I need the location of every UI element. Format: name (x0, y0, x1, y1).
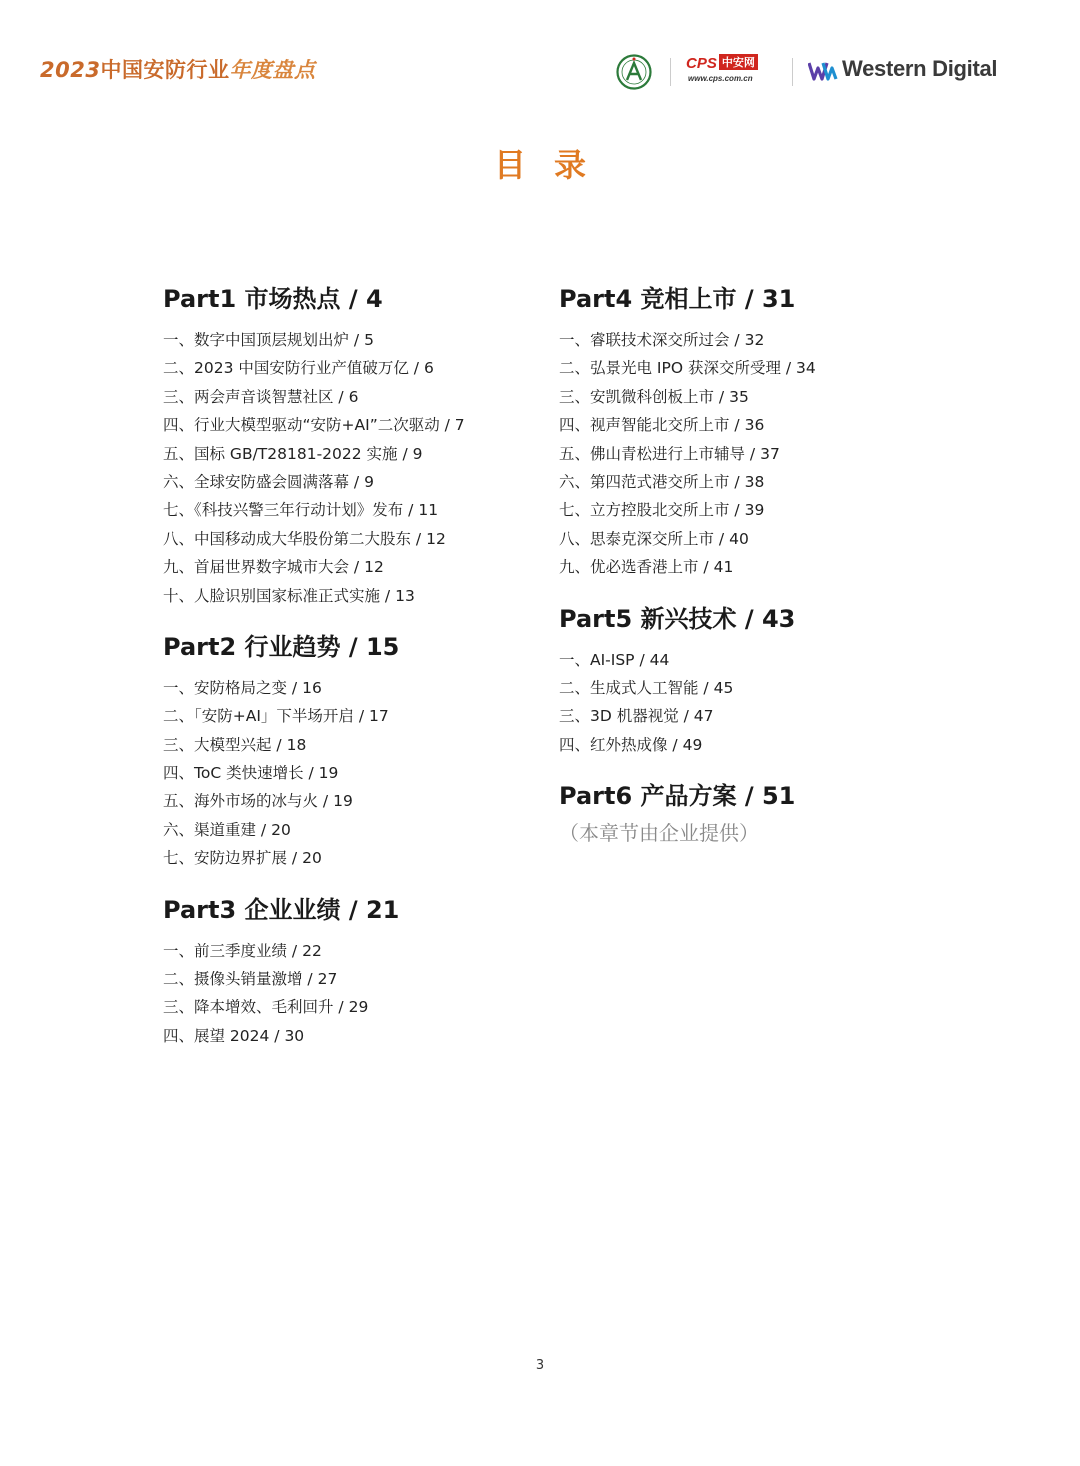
toc-part (559, 604, 959, 760)
toc-item: 六、第四范式港交所上市 / 38 (559, 472, 765, 491)
toc-item: 四、行业大模型驱动“安防+AI”二次驱动 / 7 (163, 416, 465, 435)
toc-item: 一、AI-ISP / 44 (559, 650, 670, 669)
toc-item: 一、前三季度业绩 / 22 (163, 941, 322, 960)
toc-item: 八、中国移动成大华股份第二大股东 / 12 (163, 529, 446, 548)
part-title: Part4 竞相上市 / 31 (559, 285, 796, 313)
toc-item: 四、展望 2024 / 30 (163, 1026, 305, 1045)
toc-item: 五、海外市场的冰与火 / 19 (163, 792, 353, 811)
toc-item: 四、ToC 类快速增长 / 19 (163, 764, 339, 783)
toc-item: 八、思泰克深交所上市 / 40 (559, 529, 749, 548)
toc-part (559, 284, 959, 582)
part-title: Part5 新兴技术 / 43 (559, 604, 796, 633)
toc-column-left (163, 284, 543, 1072)
cps-logo-url: www.cps.com.cn (688, 74, 753, 83)
part-note: （本章节由企业提供） (559, 821, 759, 846)
toc-item: 七、立方控股北交所上市 / 39 (559, 501, 765, 520)
toc-item: 二、弘景光电 IPO 获深交所受理 / 34 (559, 359, 816, 378)
header-main: 中国安防行业 (100, 58, 230, 82)
cps-logo-mark (686, 54, 758, 72)
toc-item: 二、「安防+AI」下半场开启 / 17 (163, 707, 389, 726)
toc-item: 五、佛山青松进行上市辅导 / 37 (559, 444, 780, 463)
logo-divider (792, 58, 793, 86)
toc-item: 五、国标 GB/T28181-2022 实施 / 9 (163, 444, 423, 463)
part-items (163, 326, 543, 610)
header-sub: 年度盘点 (229, 58, 316, 82)
toc-item: 三、3D 机器视觉 / 47 (559, 707, 714, 726)
toc-item: 三、安凯微科创板上市 / 35 (559, 387, 749, 406)
toc-item: 六、渠道重建 / 20 (163, 820, 291, 839)
toc-item: 一、数字中国顶层规划出炉 / 5 (163, 331, 374, 349)
cps-logo (686, 54, 772, 88)
toc-item: 七、《科技兴警三年行动计划》发布 / 11 (163, 501, 439, 520)
toc-item: 一、安防格局之变 / 16 (163, 678, 322, 697)
part-items (163, 937, 543, 1051)
toc-item: 二、2023 中国安防行业产值破万亿 / 6 (163, 359, 434, 378)
toc-item: 三、降本增效、毛利回升 / 29 (163, 998, 369, 1017)
western-digital-text: Western Digital (842, 56, 998, 81)
toc-item: 二、生成式人工智能 / 45 (559, 678, 734, 697)
toc-part (163, 284, 543, 610)
part-title: Part3 企业业绩 / 21 (163, 895, 400, 924)
report-header-title (40, 54, 315, 84)
toc-item: 四、视声智能北交所上市 / 36 (559, 416, 765, 435)
toc-item: 九、优必选香港上市 / 41 (559, 558, 734, 577)
toc-item: 六、全球安防盛会圆满落幕 / 9 (163, 472, 374, 491)
part-title: Part1 市场热点 / 4 (163, 285, 383, 313)
association-seal-icon (616, 54, 652, 90)
toc-part (163, 895, 543, 1051)
part-title: Part2 行业趋势 / 15 (163, 632, 400, 661)
toc-item: 一、睿联技术深交所过会 / 32 (559, 331, 765, 349)
toc-part (559, 781, 959, 846)
part-title: Part6 产品方案 / 51 (559, 782, 796, 811)
part-items (559, 646, 959, 760)
part-items (559, 326, 959, 582)
toc-item: 十、人脸识别国家标准正式实施 / 13 (163, 586, 415, 605)
part-items (163, 674, 543, 873)
toc-item: 四、红外热成像 / 49 (559, 735, 703, 754)
western-digital-icon (808, 60, 838, 82)
toc-item: 三、大模型兴起 / 18 (163, 735, 307, 754)
partner-logos (612, 52, 1012, 92)
toc-item: 七、安防边界扩展 / 20 (163, 849, 322, 868)
toc-item: 三、两会声音谈智慧社区 / 6 (163, 387, 359, 406)
toc-item: 二、摄像头销量激增 / 27 (163, 970, 338, 989)
toc-title: 目录 (493, 146, 614, 184)
toc-item: 九、首届世界数字城市大会 / 12 (163, 558, 384, 577)
header-year: 2023 (40, 58, 101, 82)
toc-column-right (559, 284, 959, 868)
cps-logo-cn: 中安网 (719, 54, 758, 70)
page-number: 3 (535, 1358, 545, 1373)
logo-divider (670, 58, 671, 86)
cps-logo-text: CPS (686, 55, 717, 72)
toc-part (163, 632, 543, 873)
